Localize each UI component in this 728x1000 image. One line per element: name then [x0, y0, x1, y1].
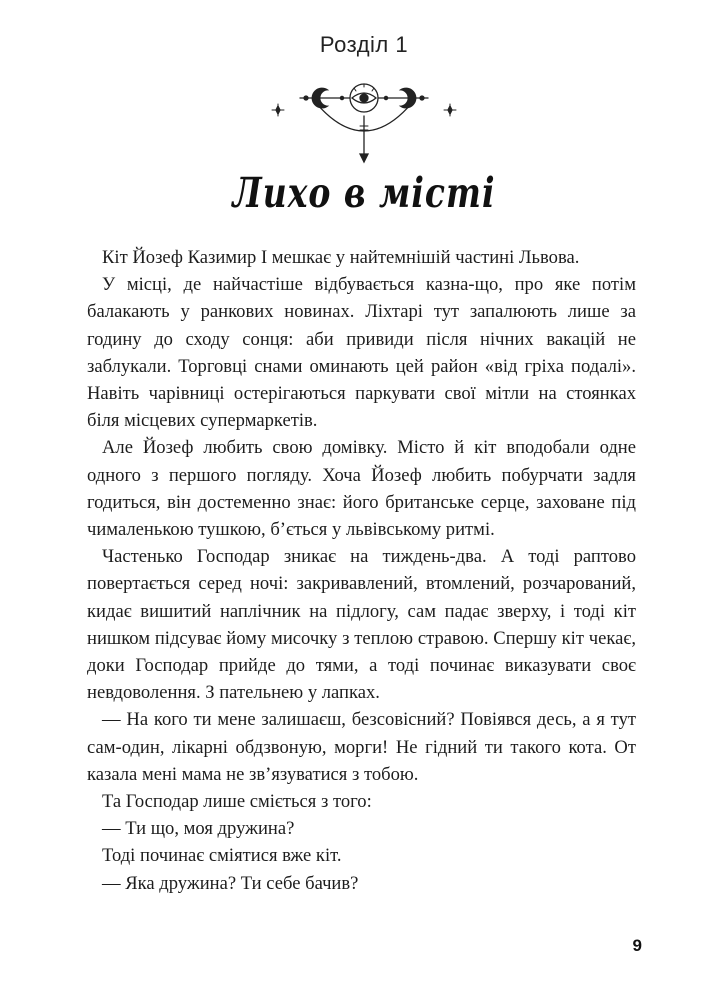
paragraph: — На кого ти мене залишаєш, безсовісний? Повіявся десь, а я тут сам-один, лікарні обдзвоную, морги! Не гідний ти такого кота. От казала мені мама не зв’язуватися з тобою. — [87, 709, 636, 785]
paragraph: Кіт Йозеф Казимир I мешкає у найтемнішій частині Львова. — [102, 247, 580, 268]
page-number: 9 — [632, 936, 642, 955]
paragraph: Та Господар лише сміється з того: — [102, 791, 372, 813]
paragraph: Але Йозеф любить свою домівку. Місто й кіт вподобали одне одного з першого погляду. Хоча Йозеф любить побурчати задля годиться, він достеменно знає: його британське серце, заховане під чималенькою тушкою, б’ється у львівському ритмі. — [87, 437, 636, 541]
crescent-moons-eye-ornament-icon — [264, 76, 464, 168]
paragraph: — Яка дружина? Ти себе бачив? — [102, 872, 359, 894]
chapter-title: Лихо в місті — [232, 168, 496, 217]
body-text — [87, 244, 636, 897]
paragraph: Частенько Господар зникає на тиждень-два. А тоді раптово повертається серед ночі: закривавлений, втомлений, розчарований, кидає вишитий наплічник на підлогу, сам падає зверху, і тоді кіт нишком підсуває йому мисочку з теплою стравою. Спершу кіт чекає, доки Господар прийде до тями, а тоді починає виказувати своє невдоволення. З пательнею у лапках. — [87, 546, 636, 704]
chapter-label: Розділ 1 — [319, 32, 409, 57]
paragraph: Тоді починає сміятися вже кіт. — [102, 845, 342, 867]
paragraph: — Ти що, моя дружина? — [102, 818, 295, 840]
paragraph: У місці, де найчастіше відбувається казна-що, про яке потім балакають у ранкових новинах. Ліхтарі тут запалюють лише за годину до сходу сонця: аби привиди після нічних вакацій не заблукали. Торговці снами оминають цей район «від гріха подалі». Навіть чарівниці остерігаються паркувати свої мітли на стоянках біля місцевих супермаркетів. — [87, 274, 636, 432]
